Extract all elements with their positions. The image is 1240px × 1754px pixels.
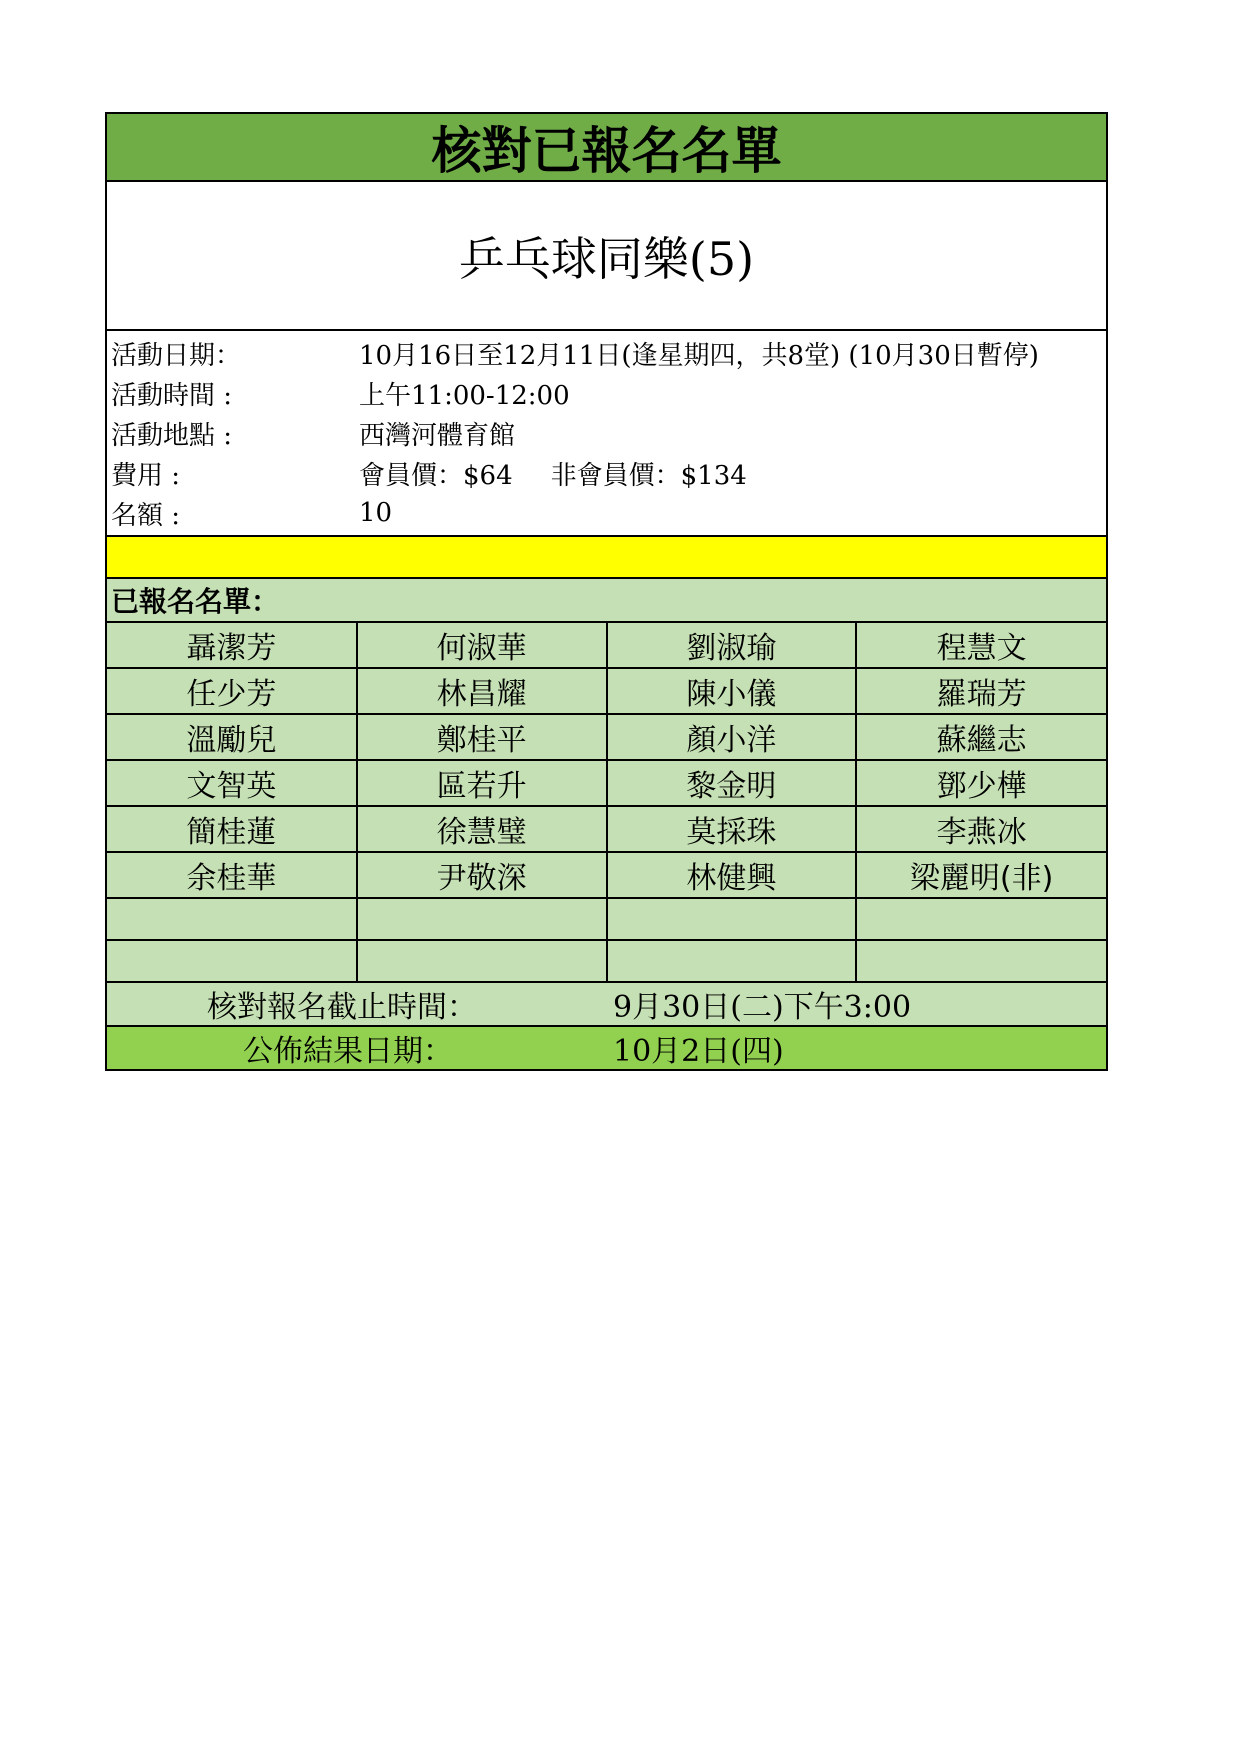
info-fee-value [359,455,1106,492]
name-cell: 徐慧璧 [357,806,607,852]
name-cell: 黎金明 [607,760,857,806]
name-cell: 任少芳 [107,668,357,714]
info-quota-value: 10 [359,498,393,528]
registered-names-table [107,623,1106,983]
name-cell [357,898,607,940]
name-cell: 程慧文 [856,623,1106,668]
table-row [107,714,1106,760]
name-cell: 溫勵兒 [107,714,357,760]
info-fee-label: 費用 : [111,460,181,491]
sheet-title: 核對已報名名單 [107,114,1106,182]
info-venue-value: 西灣河體育館 [359,420,516,451]
table-row [107,623,1106,668]
name-cell [357,940,607,982]
name-cell: 聶潔芳 [107,623,357,668]
fee-member: 會員價：$64 [359,460,513,491]
activity-info [107,331,1106,537]
name-cell: 鄧少樺 [856,760,1106,806]
table-row [107,806,1106,852]
name-cell: 簡桂蓮 [107,806,357,852]
name-cell: 文智英 [107,760,357,806]
info-quota-row [107,493,1106,533]
activity-name: 乒乓球同樂(5) [107,182,1106,331]
name-cell: 李燕冰 [856,806,1106,852]
info-time-row [107,373,1106,413]
info-time-label: 活動時間 : [111,380,233,411]
result-date-row [107,1027,1106,1069]
info-date-label: 活動日期： [111,340,242,371]
highlight-bar [107,537,1106,579]
info-date-row [107,333,1106,373]
deadline-row [107,983,1106,1027]
name-cell: 區若升 [357,760,607,806]
table-row [107,852,1106,898]
name-cell: 何淑華 [357,623,607,668]
name-cell: 劉淑瑜 [607,623,857,668]
name-cell: 顏小洋 [607,714,857,760]
registration-sheet [105,112,1108,1071]
result-date-value: 10月2日(四) [613,1034,784,1069]
name-cell [856,898,1106,940]
table-row [107,898,1106,940]
name-cell: 梁麗明(非) [856,852,1106,898]
info-fee-row [107,453,1106,493]
name-cell: 羅瑞芳 [856,668,1106,714]
table-row [107,668,1106,714]
name-cell: 鄭桂平 [357,714,607,760]
info-venue-row [107,413,1106,453]
name-cell: 余桂華 [107,852,357,898]
info-venue-label: 活動地點 : [111,420,233,451]
info-date-value: 10月16日至12月11日(逢星期四，共8堂) (10月30日暫停) [359,340,1039,371]
table-row [107,760,1106,806]
table-row [107,940,1106,982]
name-cell [607,940,857,982]
name-cell: 尹敬深 [357,852,607,898]
name-cell: 蘇繼志 [856,714,1106,760]
name-cell: 莫採珠 [607,806,857,852]
deadline-label: 核對報名截止時間： [207,990,477,1025]
fee-nonmember: 非會員價：$134 [550,460,747,491]
name-cell [107,940,357,982]
name-cell [607,898,857,940]
info-time-value: 上午11:00-12:00 [359,380,570,411]
result-date-label: 公佈結果日期： [243,1034,453,1069]
name-cell: 林健興 [607,852,857,898]
deadline-value: 9月30日(二)下午3:00 [613,990,912,1025]
registered-list-header: 已報名名單： [107,579,1106,623]
name-cell: 陳小儀 [607,668,857,714]
info-quota-label: 名額 : [111,500,181,531]
name-cell [856,940,1106,982]
name-cell: 林昌耀 [357,668,607,714]
name-cell [107,898,357,940]
